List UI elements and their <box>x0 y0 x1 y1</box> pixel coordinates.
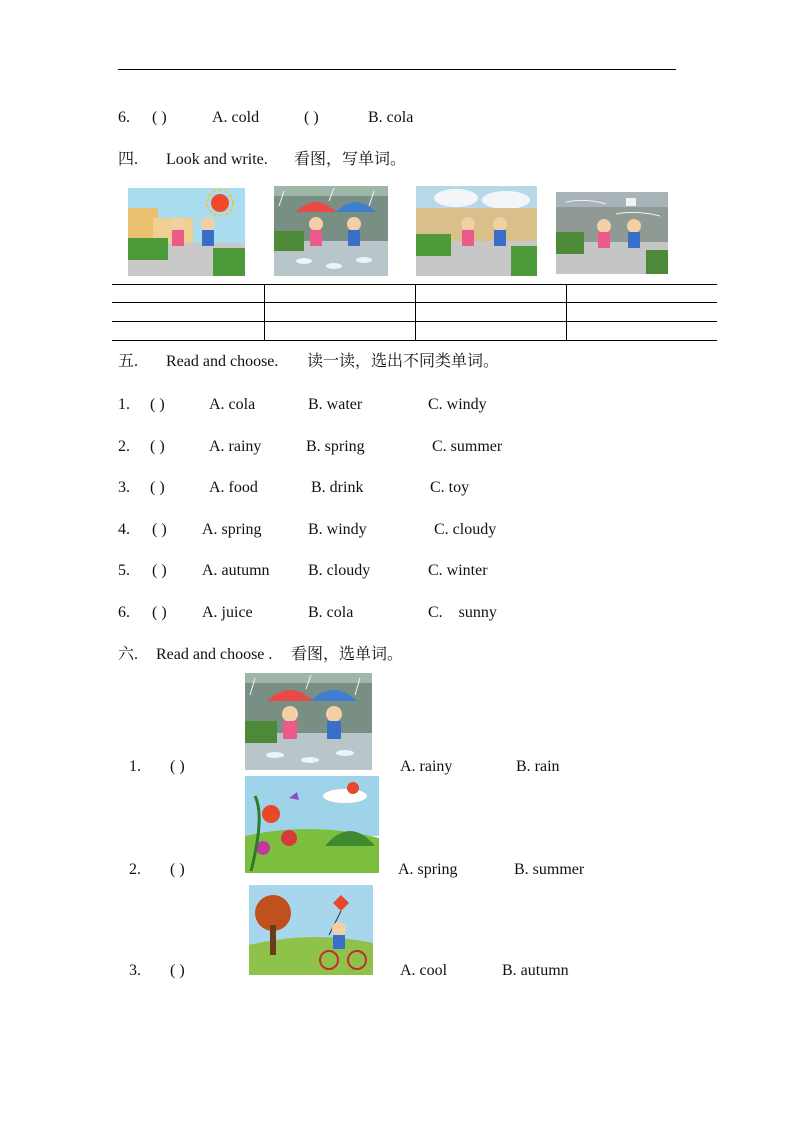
option-b: B. rain <box>516 758 560 775</box>
option-a: A. rainy <box>400 758 453 775</box>
answer-blank[interactable]: ( ) <box>152 521 167 538</box>
option-b: B. cola <box>308 604 354 621</box>
option-c: C. windy <box>428 396 487 413</box>
answer-blank[interactable]: ( ) <box>152 109 167 126</box>
answer-blank[interactable]: ( ) <box>170 758 185 775</box>
option-c: C. toy <box>430 479 470 496</box>
answer-blank[interactable]: ( ) <box>150 396 165 413</box>
section4-title-cn: 看图，写单词。 <box>294 151 407 168</box>
option-a: A. rainy <box>209 438 262 455</box>
answer-blank[interactable]: ( ) <box>150 438 165 455</box>
answer-blank[interactable]: ( ) <box>150 479 165 496</box>
answer-blank[interactable]: ( ) <box>152 562 167 579</box>
option-c: C. winter <box>428 562 488 579</box>
table-rule <box>112 340 717 341</box>
answer-blank[interactable]: ( ) <box>170 861 185 878</box>
option-a: A. cold <box>212 109 260 126</box>
answer-blank[interactable]: ( ) <box>152 604 167 621</box>
option-a: A. spring <box>202 521 262 538</box>
section4-number: 四. <box>118 151 139 168</box>
section5-number: 五. <box>118 353 139 370</box>
option-a: A. cola <box>209 396 256 413</box>
question-number: 2. <box>118 438 130 455</box>
section6-title-en: Read and choose . <box>156 646 273 663</box>
question-number: 3. <box>129 962 141 979</box>
section6-number: 六. <box>118 646 139 663</box>
option-a: A. cool <box>400 962 448 979</box>
answer-blank[interactable]: ( ) <box>170 962 185 979</box>
table-column-divider <box>264 284 265 340</box>
question-number: 6. <box>118 604 130 621</box>
spring-flowers-icon <box>245 776 379 873</box>
option-c: C. sunny <box>428 604 497 621</box>
answer-blank[interactable]: ( ) <box>304 109 319 126</box>
windy-scene-icon <box>556 192 668 274</box>
option-a: A. food <box>209 479 258 496</box>
option-a: A. juice <box>202 604 253 621</box>
option-b: B. cloudy <box>308 562 371 579</box>
question-number: 4. <box>118 521 130 538</box>
question-number: 5. <box>118 562 130 579</box>
top-item-number: 6. <box>118 109 130 126</box>
section6-title-cn: 看图，选单词。 <box>291 646 404 663</box>
header-rule <box>118 69 676 70</box>
option-b: B. windy <box>308 521 367 538</box>
sunny-scene-icon <box>128 188 245 276</box>
question-number: 1. <box>118 396 130 413</box>
table-column-divider <box>566 284 567 340</box>
option-b: B. spring <box>306 438 365 455</box>
rainy-scene-icon <box>245 673 372 770</box>
option-b: B. summer <box>514 861 585 878</box>
cloudy-scene-icon <box>416 186 537 276</box>
rainy-scene-icon <box>274 186 388 276</box>
section5-title-en: Read and choose. <box>166 353 279 370</box>
option-b: B. cola <box>368 109 414 126</box>
option-a: A. autumn <box>202 562 270 579</box>
section4-title-en: Look and write. <box>166 151 268 168</box>
question-number: 1. <box>129 758 141 775</box>
question-number: 3. <box>118 479 130 496</box>
table-column-divider <box>415 284 416 340</box>
section5-title-cn: 读一读，选出不同类单词。 <box>307 353 500 370</box>
option-c: C. cloudy <box>434 521 497 538</box>
option-a: A. spring <box>398 861 458 878</box>
option-c: C. summer <box>432 438 503 455</box>
question-number: 2. <box>129 861 141 878</box>
option-b: B. autumn <box>502 962 569 979</box>
autumn-bike-icon <box>249 885 373 975</box>
option-b: B. drink <box>311 479 364 496</box>
option-b: B. water <box>308 396 363 413</box>
